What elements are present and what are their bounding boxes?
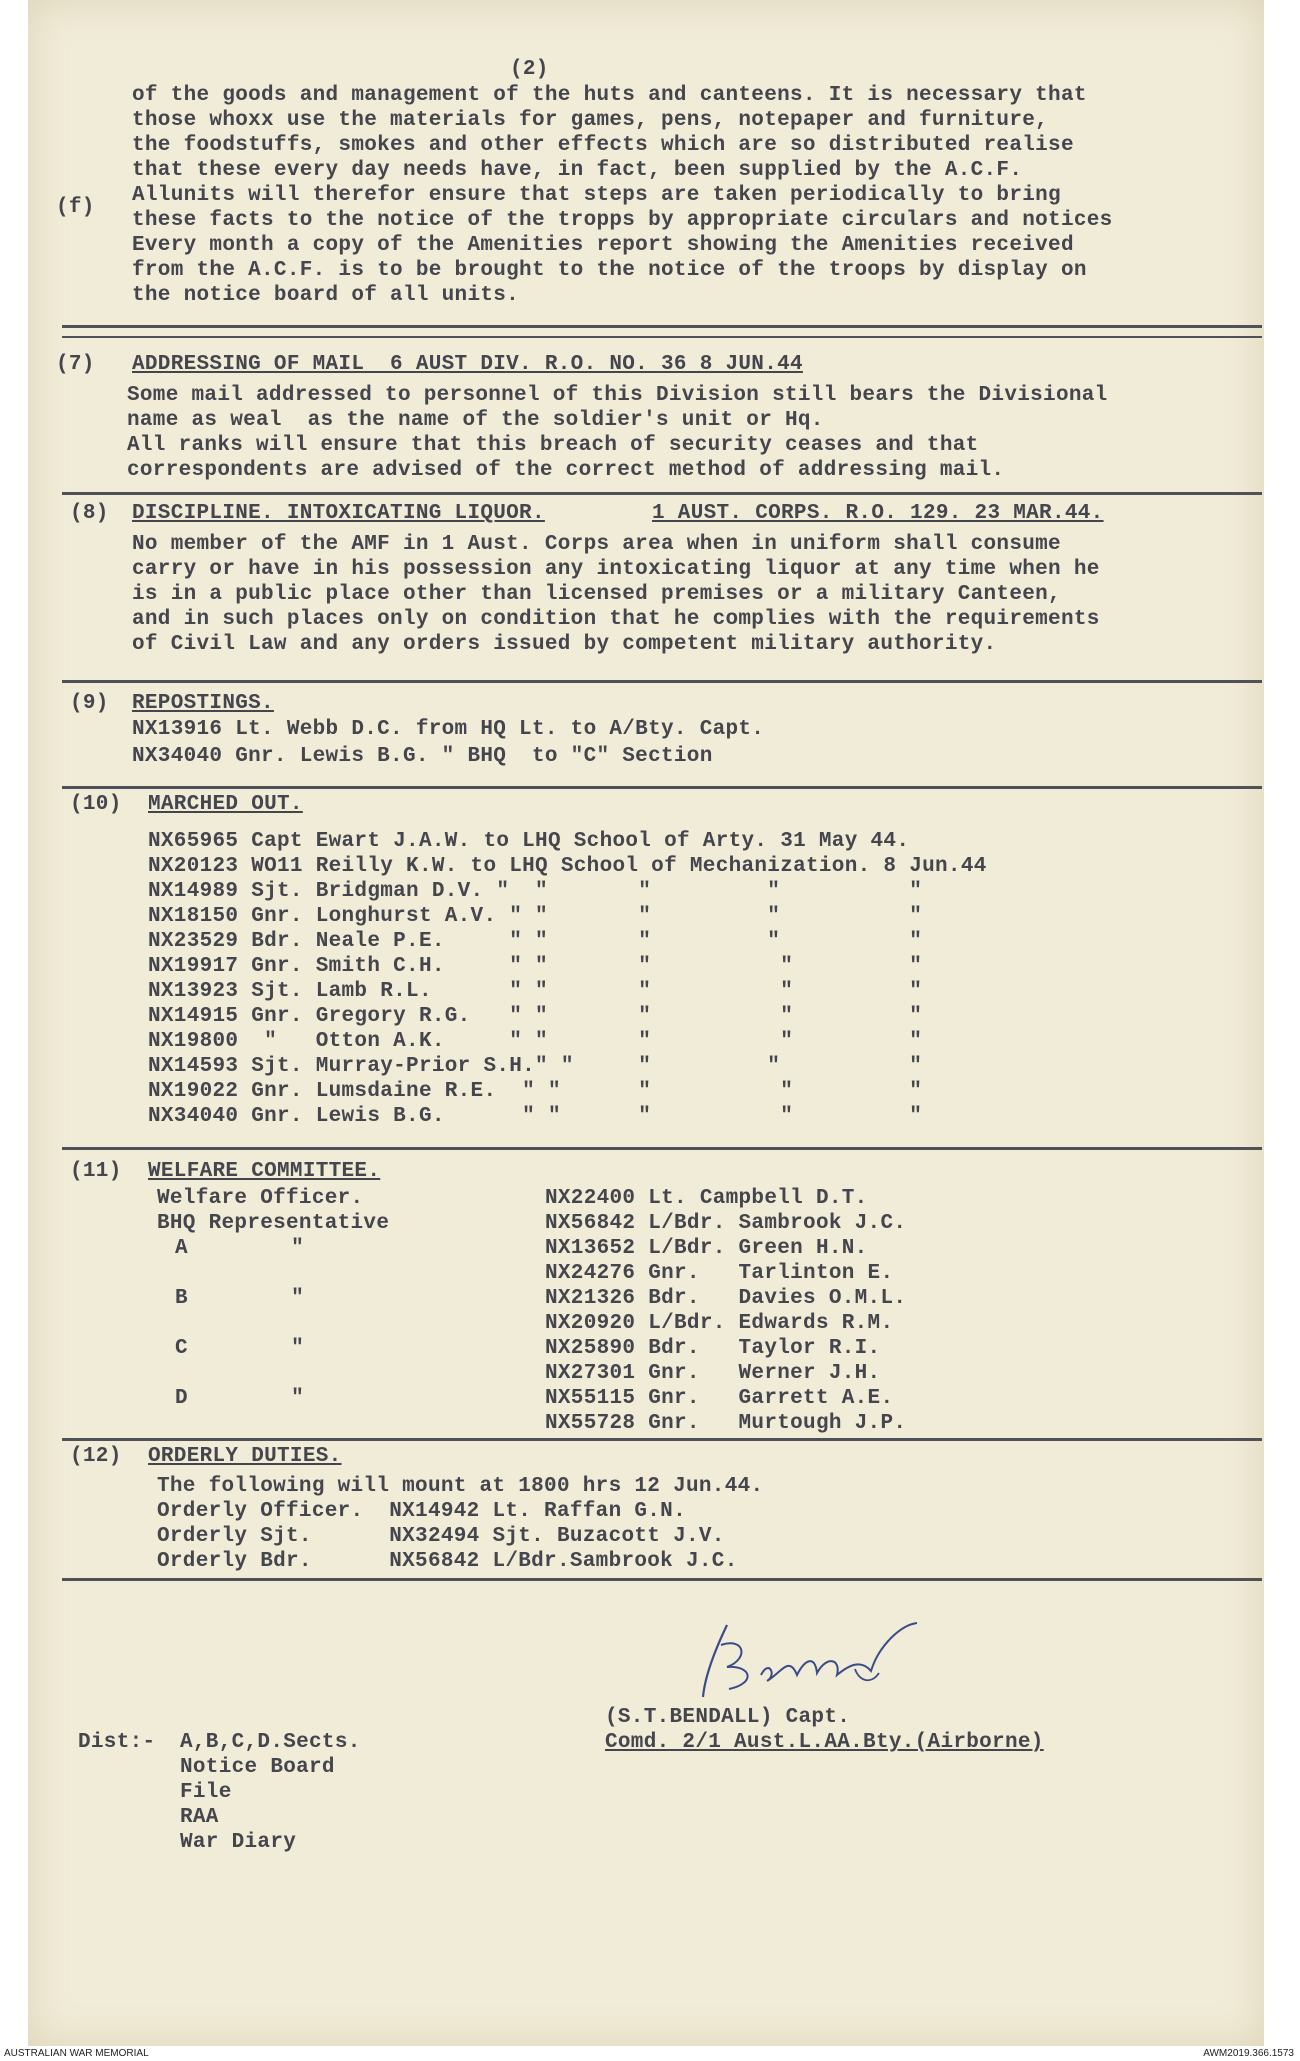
welfare-role: D " — [175, 1387, 305, 1410]
marched-out-line: NX14593 Sjt. Murray-Prior S.H." " " " " — [148, 1055, 923, 1078]
intro-line: those whoxx use the materials for games, pens, notepaper and furniture, — [132, 109, 1049, 132]
section-divider — [62, 786, 1262, 789]
distribution-label: Dist:- — [78, 1731, 156, 1754]
section-8-line: carry or have in his possession any intoxicating liquor at any time when he — [132, 558, 1100, 581]
welfare-member: NX55115 Gnr. Garrett A.E. — [545, 1387, 894, 1410]
section-11-number: (11) — [70, 1160, 122, 1183]
orderly-line: Orderly Bdr. NX56842 L/Bdr.Sambrook J.C. — [157, 1550, 738, 1573]
intro-line: these facts to the notice of the tropps by appropriate circulars and notices — [132, 209, 1113, 232]
section-8-line: of Civil Law and any orders issued by competent military authority. — [132, 633, 997, 656]
section-9-number: (9) — [70, 692, 109, 715]
handwritten-signature — [665, 1615, 935, 1710]
reposting-line: NX13916 Lt. Webb D.C. from HQ Lt. to A/Bty. Capt. — [132, 718, 765, 741]
section-10-number: (10) — [70, 793, 122, 816]
orderly-line: Orderly Officer. NX14942 Lt. Raffan G.N. — [157, 1500, 686, 1523]
section-7-line: All ranks will ensure that this breach of security ceases and that — [127, 434, 979, 457]
marched-out-line: NX34040 Gnr. Lewis B.G. " " " " " — [148, 1105, 923, 1128]
intro-line: that these every day needs have, in fact, been supplied by the A.C.F. — [132, 159, 1023, 182]
section-divider — [62, 1438, 1262, 1441]
welfare-member: NX20920 L/Bdr. Edwards R.M. — [545, 1312, 894, 1335]
welfare-role: C " — [175, 1337, 305, 1360]
marched-out-line: NX13923 Sjt. Lamb R.L. " " " " " — [148, 980, 923, 1003]
intro-line: Every month a copy of the Amenities report showing the Amenities received — [132, 234, 1074, 257]
section-divider — [62, 680, 1262, 683]
marched-out-line: NX19022 Gnr. Lumsdaine R.E. " " " " " — [148, 1080, 923, 1103]
section-8-line: is in a public place other than licensed premises or a military Canteen, — [132, 583, 1061, 606]
signatory-name: (S.T.BENDALL) Capt. — [605, 1706, 851, 1729]
distribution-item: War Diary — [180, 1831, 297, 1854]
section-divider — [62, 1578, 1262, 1581]
intro-line: Allunits will therefor ensure that steps are taken periodically to bring — [132, 184, 1061, 207]
section-divider — [62, 325, 1262, 328]
section-12-number: (12) — [70, 1445, 122, 1468]
intro-line: the notice board of all units. — [132, 284, 520, 307]
distribution-item: Notice Board — [180, 1756, 335, 1779]
section-divider — [62, 492, 1262, 495]
marched-out-line: NX65965 Capt Ewart J.A.W. to LHQ School of Arty. 31 May 44. — [148, 830, 910, 853]
reposting-line: NX34040 Gnr. Lewis B.G. " BHQ to "C" Section — [132, 745, 713, 768]
section-8-reference: 1 AUST. CORPS. R.O. 129. 23 MAR.44. — [652, 502, 1104, 525]
intro-line: of the goods and management of the huts and canteens. It is necessary that — [132, 84, 1087, 107]
section-7-line: correspondents are advised of the correct method of addressing mail. — [127, 459, 1005, 482]
section-8-line: No member of the AMF in 1 Aust. Corps area when in uniform shall consume — [132, 533, 1061, 556]
marched-out-line: NX18150 Gnr. Longhurst A.V. " " " " " — [148, 905, 923, 928]
page-number: (2) — [510, 58, 549, 81]
section-7-number: (7) — [56, 353, 95, 376]
welfare-member: NX27301 Gnr. Werner J.H. — [545, 1362, 881, 1385]
welfare-member: NX55728 Gnr. Murtough J.P. — [545, 1412, 907, 1435]
welfare-role: Welfare Officer. — [157, 1187, 364, 1210]
welfare-role: A " — [175, 1237, 305, 1260]
welfare-member: NX25890 Bdr. Taylor R.I. — [545, 1337, 881, 1360]
marched-out-line: NX14915 Gnr. Gregory R.G. " " " " " — [148, 1005, 923, 1028]
footer-institution: AUSTRALIAN WAR MEMORIAL — [4, 2048, 149, 2059]
section-10-heading: MARCHED OUT. — [148, 793, 303, 816]
distribution-item: File — [180, 1781, 232, 1804]
section-7-line: name as weal as the name of the soldier's unit or Hq. — [127, 409, 824, 432]
marched-out-line: NX14989 Sjt. Bridgman D.V. " " " " " — [148, 880, 923, 903]
marched-out-line: NX19800 " Otton A.K. " " " " " — [148, 1030, 923, 1053]
signatory-title: Comd. 2/1 Aust.L.AA.Bty.(Airborne) — [605, 1731, 1044, 1754]
paragraph-marker-f: (f) — [56, 196, 95, 219]
archive-footer — [0, 2046, 1300, 2061]
marched-out-line: NX20123 WO11 Reilly K.W. to LHQ School of Mechanization. 8 Jun.44 — [148, 855, 987, 878]
orderly-line: Orderly Sjt. NX32494 Sjt. Buzacott J.V. — [157, 1525, 725, 1548]
section-8-line: and in such places only on condition that he complies with the requirements — [132, 608, 1100, 631]
section-7-heading: ADDRESSING OF MAIL 6 AUST DIV. R.O. NO. 36 8 JUN.44 — [132, 353, 803, 376]
intro-line: the foodstuffs, smokes and other effects which are so distributed realise — [132, 134, 1074, 157]
section-7-line: Some mail addressed to personnel of this Division still bears the Divisional — [127, 384, 1108, 407]
footer-accession-number: AWM2019.366.1573 — [1203, 2048, 1294, 2059]
welfare-member: NX56842 L/Bdr. Sambrook J.C. — [545, 1212, 907, 1235]
intro-line: from the A.C.F. is to be brought to the notice of the troops by display on — [132, 259, 1087, 282]
section-divider — [62, 336, 1262, 338]
welfare-member: NX22400 Lt. Campbell D.T. — [545, 1187, 868, 1210]
distribution-item: RAA — [180, 1806, 219, 1829]
welfare-member: NX13652 L/Bdr. Green H.N. — [545, 1237, 868, 1260]
section-11-heading: WELFARE COMMITTEE. — [148, 1160, 381, 1183]
welfare-role: BHQ Representative — [157, 1212, 390, 1235]
marched-out-line: NX19917 Gnr. Smith C.H. " " " " " — [148, 955, 923, 978]
section-9-heading: REPOSTINGS. — [132, 692, 274, 715]
welfare-role: B " — [175, 1287, 305, 1310]
marched-out-line: NX23529 Bdr. Neale P.E. " " " " " — [148, 930, 923, 953]
section-12-heading: ORDERLY DUTIES. — [148, 1445, 342, 1468]
distribution-item: A,B,C,D.Sects. — [180, 1731, 361, 1754]
section-divider — [62, 1147, 1262, 1150]
orderly-line: The following will mount at 1800 hrs 12 Jun.44. — [157, 1475, 764, 1498]
section-8-heading: DISCIPLINE. INTOXICATING LIQUOR. — [132, 502, 545, 525]
section-8-number: (8) — [70, 502, 109, 525]
welfare-member: NX24276 Gnr. Tarlinton E. — [545, 1262, 894, 1285]
welfare-member: NX21326 Bdr. Davies O.M.L. — [545, 1287, 907, 1310]
